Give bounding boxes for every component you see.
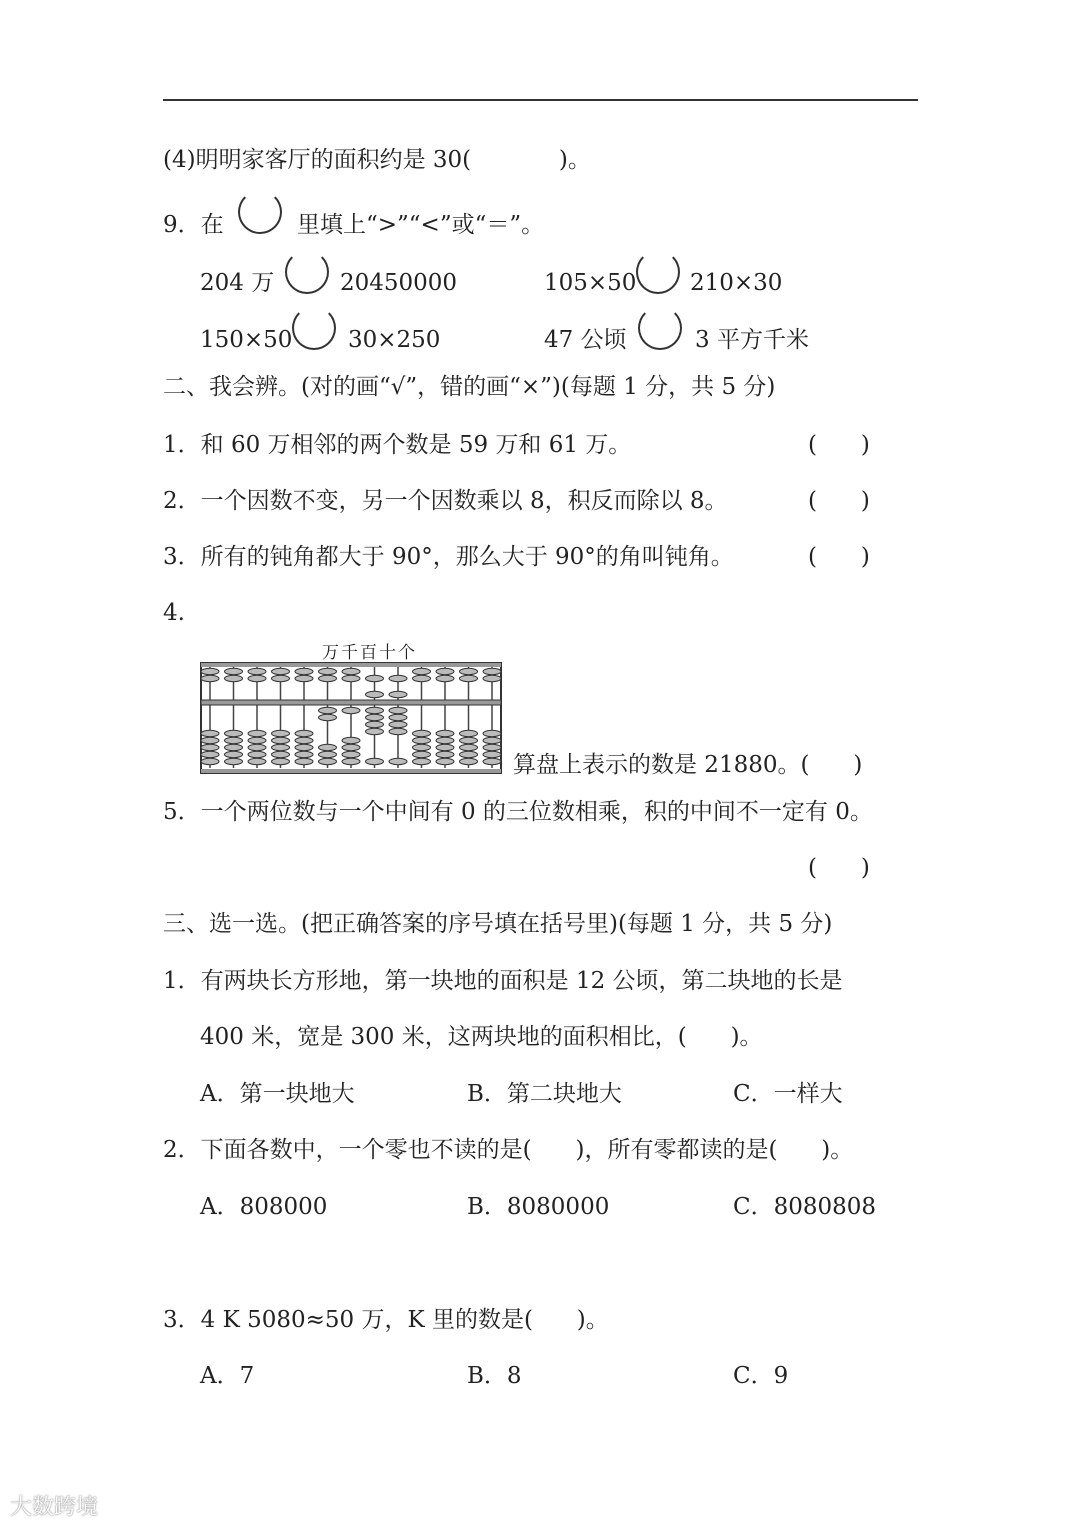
abacus-bead (342, 744, 360, 750)
choice-q1-line1: 1．有两块长方形地，第一块地的面积是 12 公顷，第二块地的长是 (163, 968, 843, 994)
answer-paren[interactable]: ( ) (808, 544, 870, 570)
abacus-bead (319, 751, 337, 757)
abacus-bead (319, 758, 337, 764)
abacus-bead (460, 675, 478, 681)
abacus-bead (366, 707, 384, 713)
abacus-bead (436, 668, 454, 674)
abacus-bead (460, 668, 478, 674)
header-rule (163, 99, 918, 101)
abacus-bead (483, 730, 501, 736)
abacus-bead (460, 758, 478, 764)
abacus-bead (295, 730, 313, 736)
judge-item-3: 3．所有的钝角都大于 90°，那么大于 90°的角叫钝角。 (163, 544, 734, 570)
abacus-bead (201, 758, 219, 764)
abacus-bead (225, 737, 243, 743)
choice-q3: 3．4 K 5080≈50 万，K 里的数是( )。 (163, 1307, 609, 1333)
option-c: C．一样大 (733, 1081, 843, 1107)
abacus-bead (483, 758, 501, 764)
abacus-bead (342, 758, 360, 764)
abacus-bead (272, 744, 290, 750)
abacus-bead (272, 737, 290, 743)
abacus-bead (389, 675, 407, 681)
abacus-bead (342, 675, 360, 681)
choice-q2: 2．下面各数中，一个零也不读的是( )，所有零都读的是( )。 (163, 1137, 854, 1163)
abacus-bead (483, 675, 501, 681)
compare-left: 150×50 (200, 327, 293, 353)
abacus-bead (413, 737, 431, 743)
abacus-bead (225, 758, 243, 764)
abacus-bead (248, 730, 266, 736)
judge-item-2: 2．一个因数不变，另一个因数乘以 8，积反而除以 8。 (163, 488, 728, 514)
abacus-beam (201, 700, 501, 705)
abacus-bead (272, 730, 290, 736)
abacus-bead (413, 730, 431, 736)
compare-right: 30×250 (348, 327, 441, 353)
abacus-bead (295, 744, 313, 750)
judge-item-4-text: 算盘上表示的数是 21880。( ) (513, 752, 863, 778)
abacus-bead (460, 730, 478, 736)
answer-paren[interactable]: ( ) (808, 432, 870, 458)
judge-item-1: 1．和 60 万相邻的两个数是 59 万和 61 万。 (163, 432, 632, 458)
abacus-bead (319, 675, 337, 681)
abacus-bead (389, 728, 407, 734)
abacus-bead (201, 675, 219, 681)
abacus-bead (389, 758, 407, 764)
compare-right: 210×30 (690, 270, 783, 296)
abacus-bead (366, 675, 384, 681)
abacus-bead (413, 744, 431, 750)
abacus-bead (248, 758, 266, 764)
abacus-bead (366, 691, 384, 697)
abacus-bead (436, 751, 454, 757)
compare-circle-3[interactable] (292, 306, 336, 350)
abacus-bead (413, 675, 431, 681)
abacus-bead (413, 668, 431, 674)
section-2-title: 二、我会辨。(对的画“√”，错的画“×”)(每题 1 分，共 5 分) (163, 374, 776, 400)
abacus-bottom-bar (201, 769, 501, 773)
abacus-bead (436, 730, 454, 736)
abacus-bead (483, 668, 501, 674)
abacus-bead (389, 714, 407, 720)
abacus-bead (413, 758, 431, 764)
abacus-bead (319, 707, 337, 713)
question-9-prefix: 9．在 (163, 212, 224, 238)
question-8-4: (4)明明家客厅的面积约是 30( )。 (163, 147, 591, 173)
option-a: A．7 (200, 1363, 255, 1389)
option-c: C．8080808 (733, 1194, 877, 1220)
abacus-bead (201, 737, 219, 743)
compare-left: 105×50 (544, 270, 637, 296)
abacus-bead (389, 707, 407, 713)
abacus-bead (295, 737, 313, 743)
option-a: A．808000 (200, 1194, 328, 1220)
abacus-bead (460, 744, 478, 750)
section-3-title: 三、选一选。(把正确答案的序号填在括号里)(每题 1 分，共 5 分) (163, 911, 833, 937)
abacus-bead (248, 675, 266, 681)
abacus-bead (225, 675, 243, 681)
abacus-bead (295, 758, 313, 764)
abacus-bead (319, 668, 337, 674)
abacus-bead (201, 751, 219, 757)
abacus-bead (272, 668, 290, 674)
compare-circle-icon (238, 190, 282, 234)
abacus-bead (225, 668, 243, 674)
abacus-bead (248, 668, 266, 674)
answer-paren[interactable]: ( ) (808, 855, 870, 881)
option-b: B．8080000 (467, 1194, 610, 1220)
choice-q1-line2: 400 米，宽是 300 米，这两块地的面积相比，( )。 (200, 1024, 763, 1050)
abacus-bead (436, 737, 454, 743)
abacus-bead (366, 758, 384, 764)
abacus-bead (201, 744, 219, 750)
abacus-bead (225, 730, 243, 736)
compare-circle-1[interactable] (285, 250, 329, 294)
abacus-bead (272, 675, 290, 681)
abacus-bead (248, 737, 266, 743)
abacus-bead (366, 721, 384, 727)
watermark-logo: 大数跨境 (10, 1495, 99, 1520)
compare-right: 20450000 (340, 270, 458, 296)
judge-item-4: 4. (163, 600, 185, 626)
abacus-bead (483, 751, 501, 757)
abacus-bead (295, 675, 313, 681)
abacus-bead (225, 744, 243, 750)
judge-item-5: 5．一个两位数与一个中间有 0 的三位数相乘，积的中间不一定有 0。 (163, 799, 873, 825)
compare-circle-4[interactable] (638, 306, 682, 350)
abacus-bead (366, 728, 384, 734)
abacus-bead (413, 751, 431, 757)
abacus-bead (272, 758, 290, 764)
abacus-bead (295, 751, 313, 757)
abacus-place-labels: 万千百十个 (322, 643, 417, 663)
abacus-figure (200, 662, 502, 774)
abacus-bead (389, 721, 407, 727)
compare-left: 47 公顷 (544, 327, 627, 353)
option-b: B．第二块地大 (467, 1081, 622, 1107)
abacus-bead (342, 737, 360, 743)
compare-circle-2[interactable] (636, 250, 680, 294)
abacus-bead (225, 751, 243, 757)
option-b: B．8 (467, 1363, 522, 1389)
abacus-bead (436, 675, 454, 681)
abacus-bead (460, 751, 478, 757)
compare-right: 3 平方千米 (695, 327, 809, 353)
answer-paren[interactable]: ( ) (808, 488, 870, 514)
abacus-bead (483, 737, 501, 743)
abacus-bead (342, 668, 360, 674)
abacus-bead (272, 751, 290, 757)
abacus-bead (248, 744, 266, 750)
abacus-top-bar (201, 663, 501, 667)
abacus-bead (295, 668, 313, 674)
abacus-bead (201, 730, 219, 736)
abacus-bead (460, 737, 478, 743)
question-9-suffix: 里填上“>”“<”或“＝”。 (297, 212, 545, 238)
abacus-bead (436, 744, 454, 750)
abacus-bead (319, 744, 337, 750)
abacus-bead (319, 714, 337, 720)
abacus-bead (248, 751, 266, 757)
abacus-bead (201, 668, 219, 674)
compare-left: 204 万 (200, 270, 275, 296)
abacus-bead (342, 751, 360, 757)
abacus-bead (389, 691, 407, 697)
option-c: C．9 (733, 1363, 789, 1389)
abacus-bead (366, 714, 384, 720)
option-a: A．第一块地大 (200, 1081, 355, 1107)
abacus-bead (483, 744, 501, 750)
abacus-bead (436, 758, 454, 764)
abacus-bead (342, 707, 360, 713)
